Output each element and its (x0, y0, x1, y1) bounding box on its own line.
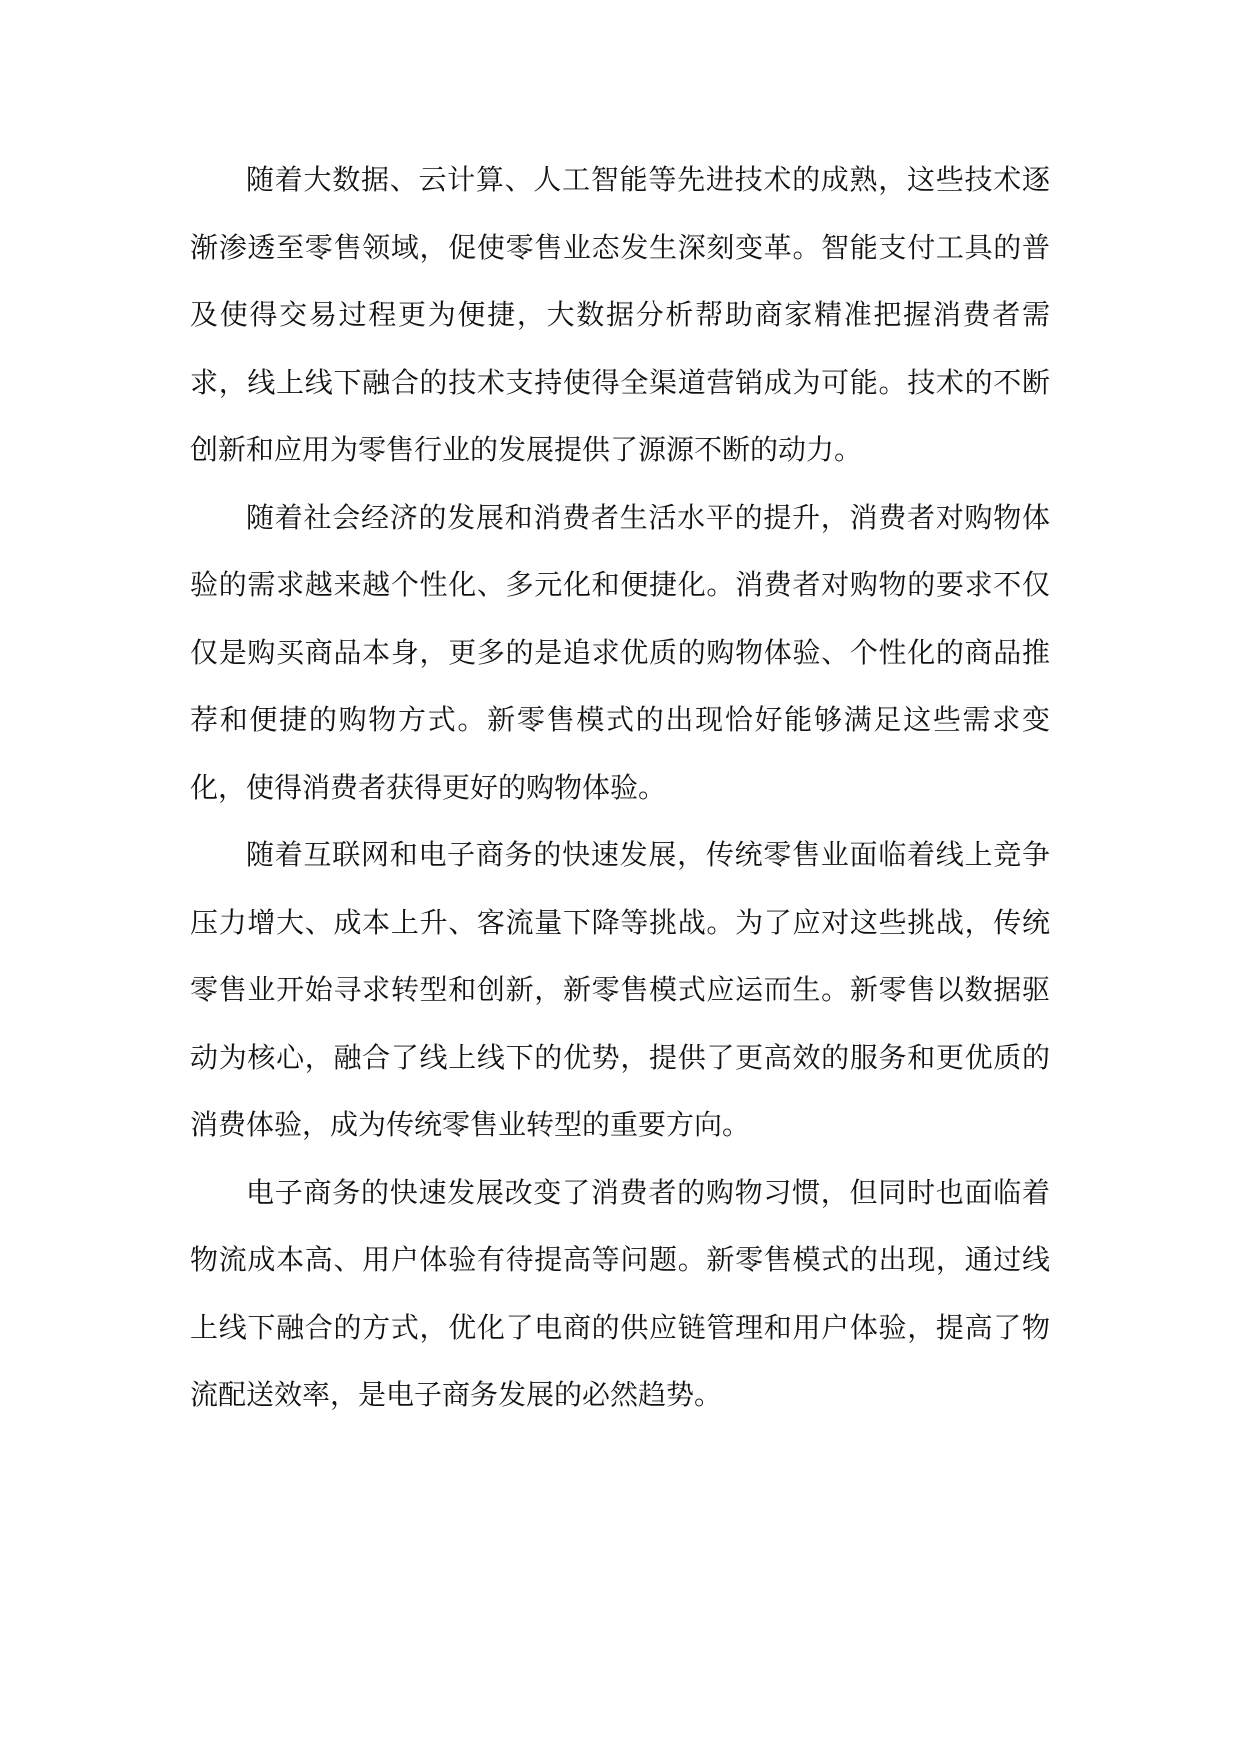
paragraph-consumer-demand: 随着社会经济的发展和消费者生活水平的提升，消费者对购物体验的需求越来越个性化、多元化和便捷化。消费者对购物的要求不仅仅是购买商品本身，更多的是追求优质的购物体验、个性化的商品推荐和便捷的购物方式。新零售模式的出现恰好能够满足这些需求变化，使得消费者获得更好的购物体验。 (190, 500, 1050, 804)
paragraph-technology: 随着大数据、云计算、人工智能等先进技术的成熟，这些技术逐渐渗透至零售领域，促使零售业态发生深刻变革。智能支付工具的普及使得交易过程更为便捷，大数据分析帮助商家精准把握消费者需求，线上线下融合的技术支持使得全渠道营销成为可能。技术的不断创新和应用为零售行业的发展提供了源源不断的动力。 (190, 163, 1050, 466)
paragraph-ecommerce: 电子商务的快速发展改变了消费者的购物习惯，但同时也面临着物流成本高、用户体验有待提高等问题。新零售模式的出现，通过线上线下融合的方式，优化了电商的供应链管理和用户体验，提高了物流配送效率，是电子商务发展的必然趋势。 (190, 1175, 1050, 1411)
document-body (190, 146, 1050, 1429)
paragraph-traditional-retail: 随着互联网和电子商务的快速发展，传统零售业面临着线上竞争压力增大、成本上升、客流量下降等挑战。为了应对这些挑战，传统零售业开始寻求转型和创新，新零售模式应运而生。新零售以数据驱动为核心，融合了线上线下的优势，提供了更高效的服务和更优质的消费体验，成为传统零售业转型的重要方向。 (190, 838, 1050, 1141)
